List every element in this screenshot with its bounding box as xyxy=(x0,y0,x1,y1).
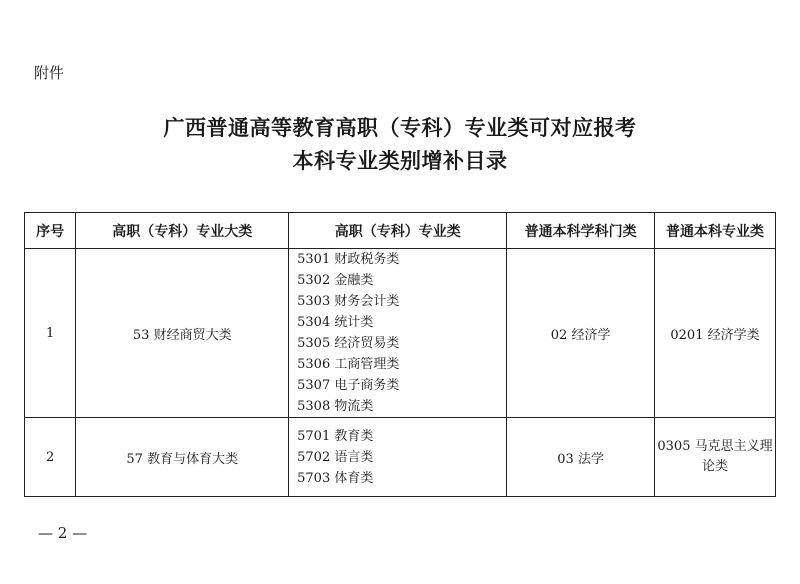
table-row xyxy=(25,249,776,418)
subcategory-item: 5303 财务会计类 xyxy=(297,294,400,309)
attachment-label: 附件 xyxy=(34,64,65,82)
subcategory-item: 5304 统计类 xyxy=(297,315,374,330)
cell-seq: 2 xyxy=(25,418,76,497)
page-number: — 2 — xyxy=(38,524,88,542)
cell-undergrad-major-category: 0201 经济学类 xyxy=(654,249,775,418)
subcategory-item: 5301 财政税务类 xyxy=(297,252,400,267)
subcategory-item: 5701 教育类 xyxy=(297,428,374,444)
cell-undergrad-major-category xyxy=(654,418,775,497)
header-vocational-major-category: 高职（专科）专业大类 xyxy=(76,213,289,249)
document-title-line1: 广西普通高等教育高职（专科）专业类可对应报考 xyxy=(163,116,637,140)
catalog-table xyxy=(24,212,776,497)
subcategory-item: 5307 电子商务类 xyxy=(297,378,400,393)
header-undergrad-discipline: 普通本科学科门类 xyxy=(507,213,655,249)
cell-undergrad-discipline: 02 经济学 xyxy=(507,249,655,418)
cell-vocational-subcategories xyxy=(289,249,507,418)
cell-vocational-major-category: 57 教育与体育大类 xyxy=(76,418,289,497)
subcategory-item: 5306 工商管理类 xyxy=(297,357,400,372)
cell-vocational-subcategories xyxy=(289,418,507,497)
cell-seq: 1 xyxy=(25,249,76,418)
header-undergrad-major-category: 普通本科专业类 xyxy=(654,213,775,249)
subcategory-item: 5305 经济贸易类 xyxy=(297,336,400,351)
subcategory-item: 5302 金融类 xyxy=(297,273,374,288)
table-row xyxy=(25,418,776,497)
header-seq: 序号 xyxy=(25,213,76,249)
cell-vocational-major-category: 53 财经商贸大类 xyxy=(76,249,289,418)
subcategory-item: 5703 体育类 xyxy=(297,470,374,486)
cell-undergrad-discipline: 03 法学 xyxy=(507,418,655,497)
document-title-line2: 本科专业类别增补目录 xyxy=(292,149,508,173)
table-header-row xyxy=(25,213,776,249)
undergrad-major-category-text: 0305 马克思主义理论类 xyxy=(657,439,773,474)
subcategory-item: 5308 物流类 xyxy=(297,399,374,414)
subcategory-item: 5702 语言类 xyxy=(297,449,374,465)
header-vocational-subcategory: 高职（专科）专业类 xyxy=(289,213,507,249)
